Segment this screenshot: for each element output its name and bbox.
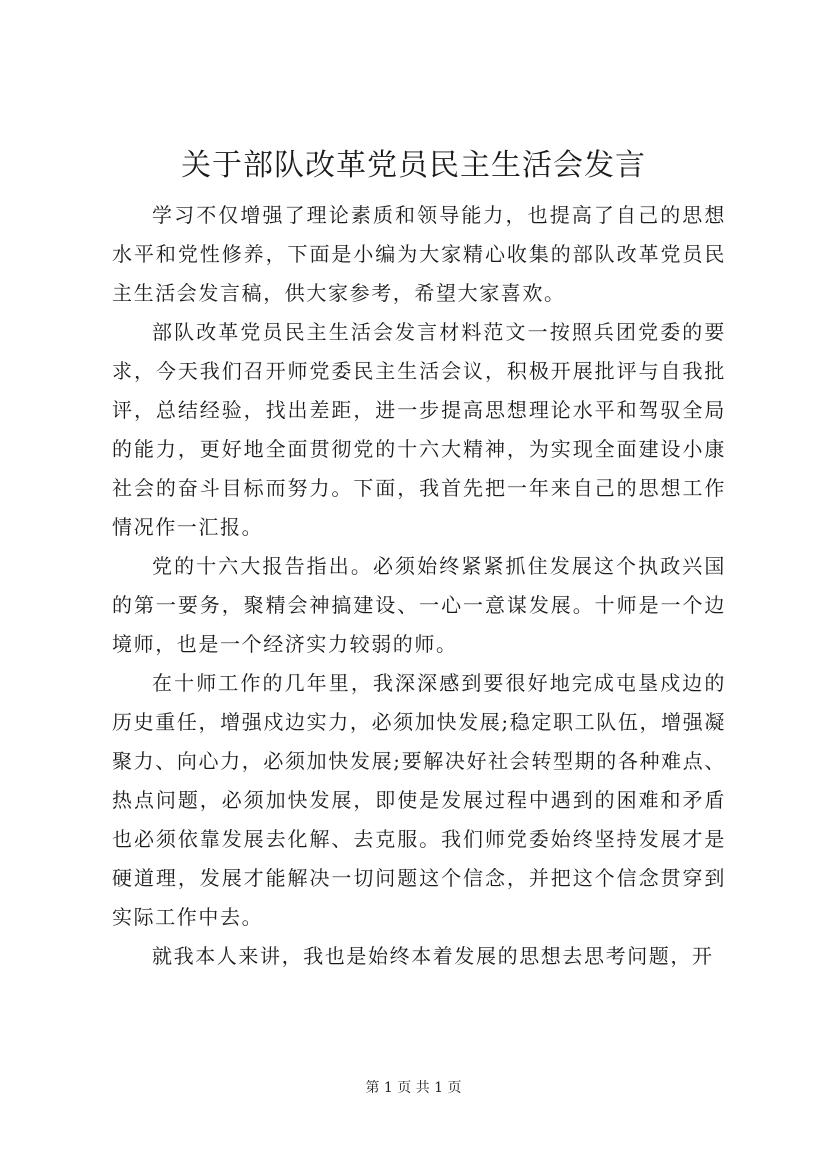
document-body [112,196,726,976]
paragraph-tenth-division-work: 在十师工作的几年里，我深深感到要很好地完成屯垦戍边的历史重任，增强戍边实力，必须加快发展;稳定职工队伍，增强凝聚力、向心力，必须加快发展;要解决好社会转型期的各种难点、热点问题，必须加快发展，即使是发展过程中遇到的困难和矛盾也必须依靠发展去化解、去克服。我们师党委始终坚持发展才是硬道理，发展才能解决一切问题这个信念，并把这个信念贯穿到实际工作中去。 [112,671,726,929]
document-title: 关于部队改革党员民主生活会发言 [181,148,646,183]
paragraph-sixteenth-congress: 党的十六大报告指出。必须始终紧紧抓住发展这个执政兴国的第一要务，聚精会神搞建设、一心一意谋发展。十师是一个边境师，也是一个经济实力较弱的师。 [112,554,726,656]
paragraph-personal: 就我本人来讲，我也是始终本着发展的思想去思考问题，开 [152,944,714,968]
paragraph-intro: 学习不仅增强了理论素质和领导能力，也提高了自己的思想水平和党性修养，下面是小编为大家精心收集的部队改革党员民主生活会发言稿，供大家参考，希望大家喜欢。 [112,203,726,305]
paragraph-sample-one: 部队改革党员民主生活会发言材料范文一按照兵团党委的要求，今天我们召开师党委民主生活会议，积极开展批评与自我批评，总结经验，找出差距，进一步提高思想理论水平和驾驭全局的能力，更好地全面贯彻党的十六大精神，为实现全面建设小康社会的奋斗目标而努力。下面，我首先把一年来自己的思想工作情况作一汇报。 [112,320,726,539]
page-footer: 第 1 页 共 1 页 [365,1080,462,1096]
